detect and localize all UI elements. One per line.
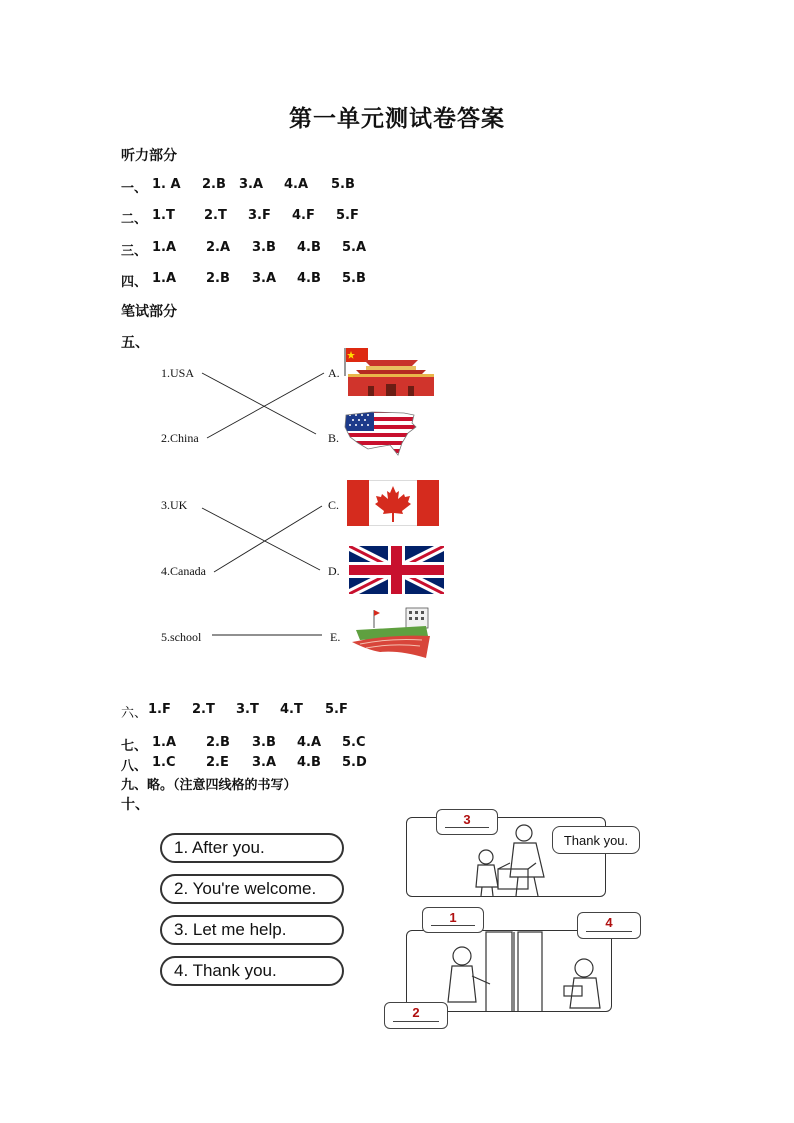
answer-item: 4.A — [297, 735, 322, 750]
row-label: 一、 — [121, 181, 148, 196]
page-title: 第一单元测试卷答案 — [289, 105, 505, 132]
answer-item: 5.C — [342, 735, 366, 750]
answer-item: 2.E — [206, 755, 229, 770]
writing-heading: 笔试部分 — [121, 304, 177, 320]
china-flag-tiananmen-icon — [342, 346, 440, 398]
row-label: 四、 — [121, 275, 148, 290]
speech-bubble-thank-you — [552, 826, 640, 854]
answer-bubble-1 — [422, 907, 484, 933]
row-label: 七、 — [121, 739, 148, 754]
answer-item: 3.B — [252, 240, 276, 255]
answer-item: 2.B — [202, 177, 226, 192]
match-right-b: B. — [328, 431, 340, 445]
answer-item: 3.F — [248, 208, 271, 223]
answer-item: 2.T — [192, 702, 215, 717]
section5-label: 五、 — [121, 335, 149, 351]
answer-item: 3.A — [252, 271, 277, 286]
uk-flag-icon — [349, 546, 444, 594]
answer-item: 5.B — [331, 177, 355, 192]
answer-item: 1. A — [152, 177, 181, 192]
match-line-china-a — [207, 373, 324, 438]
row-label: 三、 — [121, 244, 148, 259]
answer-item: 1.A — [152, 240, 177, 255]
section9-text: 九、略。（注意四线格的书写） — [121, 778, 297, 793]
bubble-number: 2 — [412, 1005, 420, 1020]
row-label: 八、 — [121, 759, 148, 774]
bubble-number: 1 — [449, 910, 457, 925]
answer-item: 5.F — [325, 702, 348, 717]
match-right-d: D. — [328, 564, 340, 578]
answer-item: 4.B — [297, 271, 321, 286]
listening-heading: 听力部分 — [121, 148, 177, 164]
answer-item: 4.T — [280, 702, 303, 717]
match-left-school: 5.school — [161, 630, 202, 644]
answer-item: 1.A — [152, 271, 177, 286]
answer-item: 1.A — [152, 735, 177, 750]
answer-item: 5.D — [342, 755, 367, 770]
answer-item: 4.F — [292, 208, 315, 223]
phrase-thank-you: 4. Thank you. — [160, 956, 344, 986]
match-right-e: E. — [330, 630, 341, 644]
bubble-number: 4 — [605, 915, 613, 930]
answer-item: 2.B — [206, 271, 230, 286]
bubble-answer-line — [431, 925, 475, 926]
canada-flag-icon — [347, 480, 439, 526]
match-right-a: A. — [328, 366, 340, 380]
answer-item: 4.A — [284, 177, 309, 192]
answer-bubble-3 — [436, 809, 498, 835]
answer-item: 3.A — [252, 755, 277, 770]
match-line-usa-b — [202, 373, 316, 434]
answer-item: 2.A — [206, 240, 231, 255]
answer-item: 1.C — [152, 755, 176, 770]
answer-item: 2.B — [206, 735, 230, 750]
row-label: 六、 — [121, 706, 148, 721]
door-scene-drawing — [406, 930, 612, 1012]
answer-item: 5.B — [342, 271, 366, 286]
bubble-answer-line — [393, 1021, 439, 1022]
answer-item: 3.B — [252, 735, 276, 750]
bubble-number: 3 — [463, 812, 471, 827]
answer-bubble-2 — [384, 1002, 448, 1029]
phrase-youre-welcome: 2. You're welcome. — [160, 874, 344, 904]
match-line-uk-d — [202, 508, 320, 570]
speech-bubble-text: Thank you. — [563, 833, 629, 848]
row-label: 二、 — [121, 212, 148, 227]
section10-label: 十、 — [121, 797, 149, 813]
answer-item: 1.F — [148, 702, 171, 717]
answer-item: 5.A — [342, 240, 367, 255]
match-left-canada: 4.Canada — [161, 564, 206, 578]
answer-item: 1.T — [152, 208, 175, 223]
answer-item: 2.T — [204, 208, 227, 223]
match-left-usa: 1.USA — [161, 366, 195, 380]
answer-item: 4.B — [297, 755, 321, 770]
usa-flag-map-icon — [342, 409, 418, 459]
match-left-china: 2.China — [161, 431, 199, 445]
match-left-uk: 3.UK — [161, 498, 188, 512]
answer-item: 4.B — [297, 240, 321, 255]
answer-item: 3.A — [239, 177, 264, 192]
phrase-after-you: 1. After you. — [160, 833, 344, 863]
school-track-icon — [350, 606, 432, 660]
bubble-answer-line — [445, 827, 489, 828]
answer-item: 3.T — [236, 702, 259, 717]
match-right-c: C. — [328, 498, 340, 512]
bubble-answer-line — [586, 931, 632, 932]
answer-item: 5.F — [336, 208, 359, 223]
answer-bubble-4 — [577, 912, 641, 939]
phrase-let-me-help: 3. Let me help. — [160, 915, 344, 945]
